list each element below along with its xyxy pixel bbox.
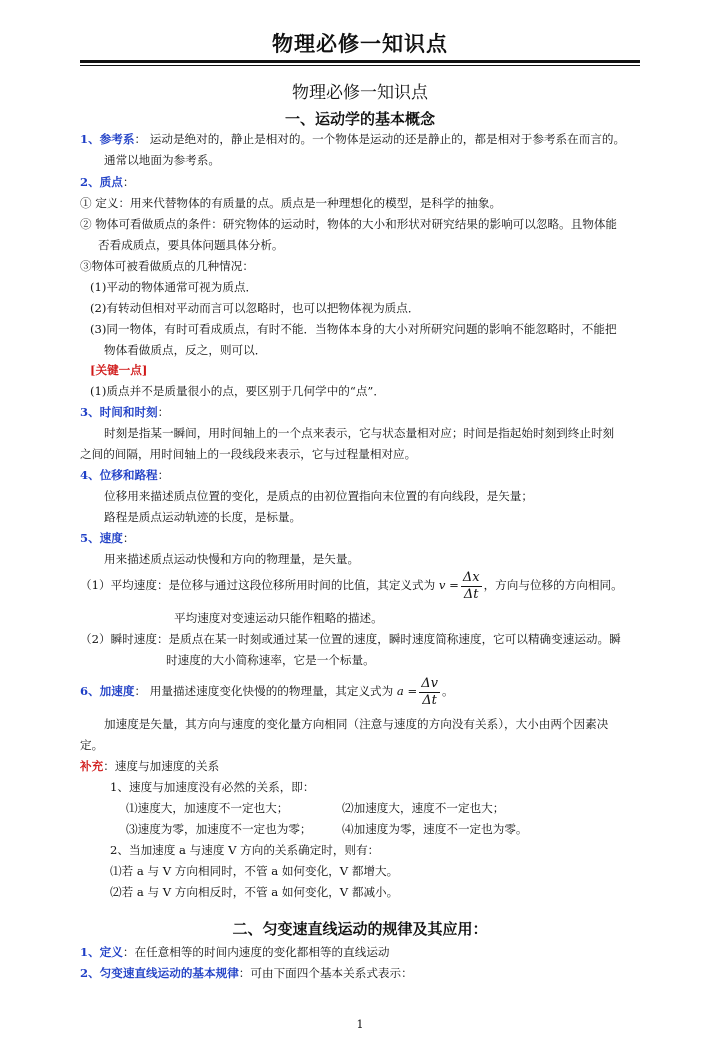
supplement-point-1: 1、速度与加速度没有必然的关系，即：	[110, 780, 315, 794]
ref-frame-text-1: 运动是绝对的，静止是相对的。一个物体是运动的还是静止的，都是相对于参考系在而言的。	[149, 132, 626, 146]
uniform-accel-def-text: ：在任意相等的时间内速度的变化都相等的直线运动	[122, 945, 390, 959]
time-heading	[80, 404, 169, 420]
supplement-rule-2a: ⑶速度为零，加速度不一定也为零；	[126, 822, 312, 836]
avg-velocity-var: v =	[438, 578, 459, 592]
inst-velocity-text-a: （2）瞬时速度：是质点在某一时刻或通过某一位置的速度，瞬时速度简称速度，它可以精确变速运动。瞬	[80, 632, 621, 646]
key-point-text: (1)质点并不是质量很小的点，要区别于几何学中的“点”．	[90, 384, 385, 398]
acceleration-colon: ：	[134, 684, 147, 698]
ref-frame-label: 1、参考系	[80, 132, 135, 146]
section-heading-1: 一、运动学的基本概念	[284, 110, 435, 128]
acceleration-denominator: Δt	[422, 692, 437, 708]
avg-velocity-text-b: ，方向与位移的方向相同。	[483, 578, 623, 592]
particle-definition: ① 定义：用来代替物体的有质量的点。质点是一种理想化的模型，是科学的抽象。	[80, 196, 502, 210]
header-rule	[80, 60, 640, 63]
avg-velocity-numerator: Δx	[462, 569, 480, 585]
displacement-label: 4、位移和路程	[80, 468, 158, 482]
time-text-2: 之间的间隔，用时间轴上的一段线段来表示，它与过程量相对应。	[80, 447, 417, 461]
supplement-rule-2b: ⑷加速度为零，速度不一定也为零。	[342, 822, 528, 836]
particle-case-2: (2)有转动但相对平动而言可以忽略时，也可以把物体视为质点．	[90, 301, 420, 315]
supplement-rule-1b: ⑵加速度大，速度不一定也大；	[342, 801, 505, 815]
time-colon: ：	[157, 405, 170, 419]
uniform-accel-def-label: 1、定义	[80, 945, 123, 959]
velocity-colon: ：	[122, 531, 135, 545]
uniform-accel-definition	[80, 944, 390, 960]
velocity-label: 5、速度	[80, 531, 123, 545]
velocity-heading	[80, 530, 134, 546]
acceleration-formula	[419, 676, 440, 709]
header-rule-thin	[80, 65, 640, 66]
particle-cases-title: ③物体可被看做质点的几种情况：	[80, 259, 254, 273]
avg-velocity-line	[80, 568, 623, 603]
acceleration-numerator: Δv	[421, 675, 438, 691]
time-text-1: 时刻是指某一瞬间，用时间轴上的一个点来表示，它与状态量相对应；时间是指起始时刻到终止时刻	[104, 426, 615, 440]
avg-velocity-denominator: Δt	[463, 586, 479, 602]
supplement-heading	[80, 758, 219, 774]
ref-frame-line-1	[80, 131, 625, 147]
acceleration-period: 。	[441, 684, 454, 698]
time-label: 3、时间和时刻	[80, 405, 158, 419]
displacement-heading	[80, 467, 169, 483]
acceleration-text-3: 定。	[80, 738, 104, 752]
uniform-accel-laws	[80, 965, 413, 981]
particle-colon: ：	[122, 175, 135, 189]
supplement-rule-1a: ⑴速度大，加速度不一定也大；	[126, 801, 289, 815]
particle-label: 2、质点	[80, 175, 123, 189]
section-heading-2: 二、匀变速直线运动的规律及其应用：	[232, 920, 488, 938]
displacement-colon: ：	[157, 468, 170, 482]
supplement-label: 补充	[80, 759, 104, 773]
uniform-accel-law-label: 2、匀变速直线运动的基本规律	[80, 966, 239, 980]
uniform-accel-law-text: ：可由下面四个基本关系式表示：	[238, 966, 413, 980]
page-number: 1	[356, 1018, 364, 1031]
supplement-case-1: ⑴若 a 与 V 方向相同时，不管 a 如何变化，V 都增大。	[110, 864, 399, 878]
inst-velocity-text-b: 时速度的大小简称速率，它是一个标量。	[166, 653, 375, 667]
displacement-text-1: 位移用来描述质点位置的变化，是质点的由初位置指向末位置的有向线段，是矢量；	[104, 489, 533, 503]
acceleration-line	[80, 674, 454, 709]
velocity-text-1: 用来描述质点运动快慢和方向的物理量，是矢量。	[104, 552, 360, 566]
particle-condition-1: ② 物体可看做质点的条件：研究物体的运动时，物体的大小和形状对研究结果的影响可以忽略。且物体能	[80, 217, 618, 231]
avg-velocity-text-a: （1）平均速度：是位移与通过这段位移所用时间的比值，其定义式为	[80, 578, 436, 592]
particle-heading	[80, 174, 134, 190]
header-title: 物理必修一知识点	[272, 32, 448, 56]
displacement-text-2: 路程是质点运动轨迹的长度，是标量。	[104, 510, 302, 524]
avg-velocity-text-c: 平均速度对变速运动只能作粗略的描述。	[174, 611, 383, 625]
particle-case-3a: (3)同一物体，有时可看成质点，有时不能．当物体本身的大小对所研究问题的影响不能忽略时，不能把	[90, 322, 617, 336]
acceleration-text-a: 用量描述速度变化快慢的的物理量，其定义式为	[149, 684, 394, 698]
particle-case-3b: 物体看做质点，反之，则可以．	[104, 343, 267, 357]
particle-condition-2: 否看成质点，要具体问题具体分析。	[98, 238, 284, 252]
key-point-label: [关键一点]	[90, 363, 148, 377]
document-title: 物理必修一知识点	[292, 83, 428, 103]
avg-velocity-formula	[461, 570, 482, 603]
acceleration-text-2: 加速度是矢量，其方向与速度的变化量方向相同（注意与速度的方向没有关系），大小由两个因素决	[104, 717, 609, 731]
ref-frame-colon: ：	[134, 132, 147, 146]
supplement-colon: ：	[103, 759, 115, 773]
supplement-text: 速度与加速度的关系	[114, 759, 220, 773]
supplement-case-2: ⑵若 a 与 V 方向相反时，不管 a 如何变化，V 都减小。	[110, 885, 399, 899]
acceleration-label: 6、加速度	[80, 684, 135, 698]
ref-frame-text-2: 通常以地面为参考系。	[104, 153, 220, 167]
particle-case-1: (1)平动的物体通常可视为质点．	[90, 280, 258, 294]
supplement-point-2: 2、当加速度 a 与速度 V 方向的关系确定时，则有：	[110, 843, 380, 857]
acceleration-var: a =	[396, 684, 418, 698]
